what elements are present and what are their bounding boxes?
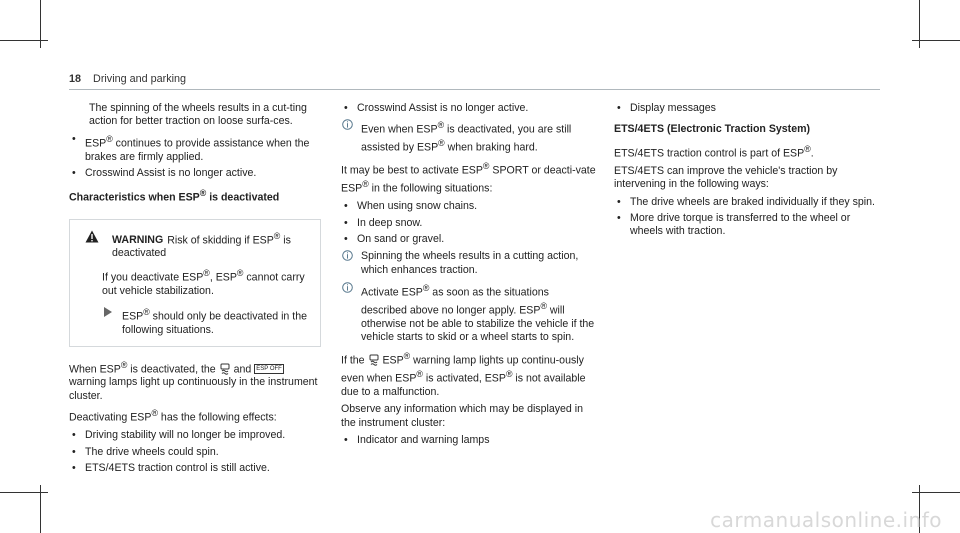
page-number: 18 [69,73,82,85]
registered-mark: ® [273,230,281,241]
paragraph-text: is activated, ESP [425,372,506,385]
section-heading: ETS/4ETS (Electronic Traction System) [614,123,811,136]
paragraph-text: . [810,147,814,160]
column-middle [341,102,596,451]
warning-body [80,267,310,298]
crop-mark [0,492,48,493]
registered-mark: ® [482,161,490,172]
esp-off-skid-icon [219,363,231,376]
warning-text: is deactivated [112,234,291,260]
intro-paragraph: The spinning of the wheels results in a cut-ting action for better traction on loose surfa-ces. [89,102,307,128]
note-text: Activate ESP [361,286,423,299]
registered-mark: ® [203,267,210,278]
paragraph-text: Deactivating ESP [69,411,152,424]
paragraph-text: ESP [382,354,404,367]
paragraph-text: ETS/4ETS traction control is part of ESP [614,147,805,160]
paragraph-text: and [233,363,252,376]
registered-mark: ® [505,368,513,379]
registered-mark: ® [437,120,445,131]
lamps-paragraph [69,359,321,404]
warning-text: , ESP [209,271,237,284]
list-item: • On sand or gravel. [341,233,596,246]
note-text: as soon as the situations described above no longer apply. ESP [361,286,549,317]
lamp-paragraph [341,350,596,399]
registered-mark: ® [416,368,423,379]
info-note-icon [342,119,353,130]
list-item: • Crosswind Assist is no longer active. [69,167,321,180]
paragraph-text: warning lamp lights up continu-ously even when ESP [341,354,584,385]
warning-text: If you deactivate ESP [102,271,204,284]
esp-text: ESP [85,137,107,150]
paragraph-text: in the following situations: [371,182,493,195]
list-item: • Indicator and warning lamps [341,434,596,447]
effects-paragraph [69,407,321,425]
ets-list [614,196,876,239]
list-item: • More drive torque is transferred to the wheel or wheels with traction. [614,212,876,239]
heading-text: is deactivated [209,191,280,204]
step-text: should only be deactivated in the following situations. [122,310,307,337]
crop-mark [912,40,960,41]
registered-mark: ® [236,267,244,278]
warning-triangle-icon [85,230,99,243]
paragraph-text: has the following effects: [160,411,277,424]
registered-mark: ® [362,179,369,190]
note-text: is deactivated, you are still assisted by ESP [361,123,572,154]
observe-list [341,434,596,447]
warning-title: WARNING [112,234,164,247]
bullet-list [614,102,876,115]
observe-paragraph: Observe any information which may be displayed in the instrument cluster: [341,403,584,429]
list-item: • When using snow chains. [341,200,596,213]
column-left [69,102,321,479]
bullet-list [341,102,596,115]
page-header [69,73,186,86]
step-text: ESP [122,310,144,323]
watermark: carmanualsonline.info [710,507,942,532]
paragraph-text: If the [341,354,365,367]
registered-mark: ® [438,138,445,149]
note-text: when braking hard. [447,141,538,154]
esp-skid-icon [368,354,380,367]
esp-off-lamp-icon: ESP OFF [256,366,282,373]
warning-step [80,306,310,337]
note-text: Spinning the wheels results in a cutting action, which enhances traction. [361,250,579,276]
list-item [69,133,321,164]
warning-box [69,219,321,347]
paragraph-text: warning lamps light up continuously in the instrument cluster. [69,376,318,402]
list-item: • Driving stability will no longer be improved. [69,429,321,442]
paragraph [614,143,876,161]
warning-text: Risk of skidding if ESP [167,234,274,247]
registered-mark: ® [403,350,411,361]
list-item: • ETS/4ETS traction control is still active. [69,462,321,475]
paragraph-text: It may be best to activate ESP [341,164,483,177]
note [341,119,596,155]
situations-paragraph [341,160,596,196]
info-note-icon [342,250,353,261]
paragraph-text: SPORT or deacti-vate ESP [341,164,596,195]
header-rule [69,89,880,90]
note-text: Even when ESP [361,123,438,136]
registered-mark: ® [143,307,150,318]
crop-mark [912,492,960,493]
paragraph-text: is deactivated, the [130,363,216,376]
crop-mark [0,40,48,41]
list-item: • Display messages [614,102,876,115]
warning-text: cannot carry out vehicle stabilization. [102,271,305,297]
list-item: • The drive wheels could spin. [69,446,321,459]
situations-list [341,200,596,246]
note-text: will otherwise not be able to stabilize the vehicle if the vehicle starts to skid or a wheel starts to spin. [361,304,595,344]
info-note-icon [342,282,353,293]
registered-mark: ® [199,187,207,198]
note [341,282,596,345]
list-item: • In deep snow. [341,217,596,230]
bullet-list [69,133,321,181]
registered-mark: ® [106,133,113,144]
warning-header [80,230,310,261]
paragraph-text: is not available due to a malfunction. [341,372,586,398]
paragraph-text: When ESP [69,363,121,376]
paragraph: ETS/4ETS can improve the vehicle's traction by intervening in the following ways: [614,164,838,191]
registered-mark: ® [422,283,430,294]
column-right [614,102,876,243]
note [341,250,596,277]
registered-mark: ® [540,301,547,312]
section-title: Driving and parking [93,73,187,85]
effects-list [69,429,321,475]
arrow-right-icon [104,307,112,317]
heading-text: Characteristics when ESP [69,191,200,204]
list-item: • Crosswind Assist is no longer active. [341,102,596,115]
list-item: • The drive wheels are braked individually if they spin. [614,196,876,209]
section-heading [69,187,321,205]
registered-mark: ® [151,408,158,419]
registered-mark: ® [120,359,128,370]
registered-mark: ® [804,143,811,154]
list-item-text: continues to provide assistance when the brakes are firmly applied. [85,137,310,163]
